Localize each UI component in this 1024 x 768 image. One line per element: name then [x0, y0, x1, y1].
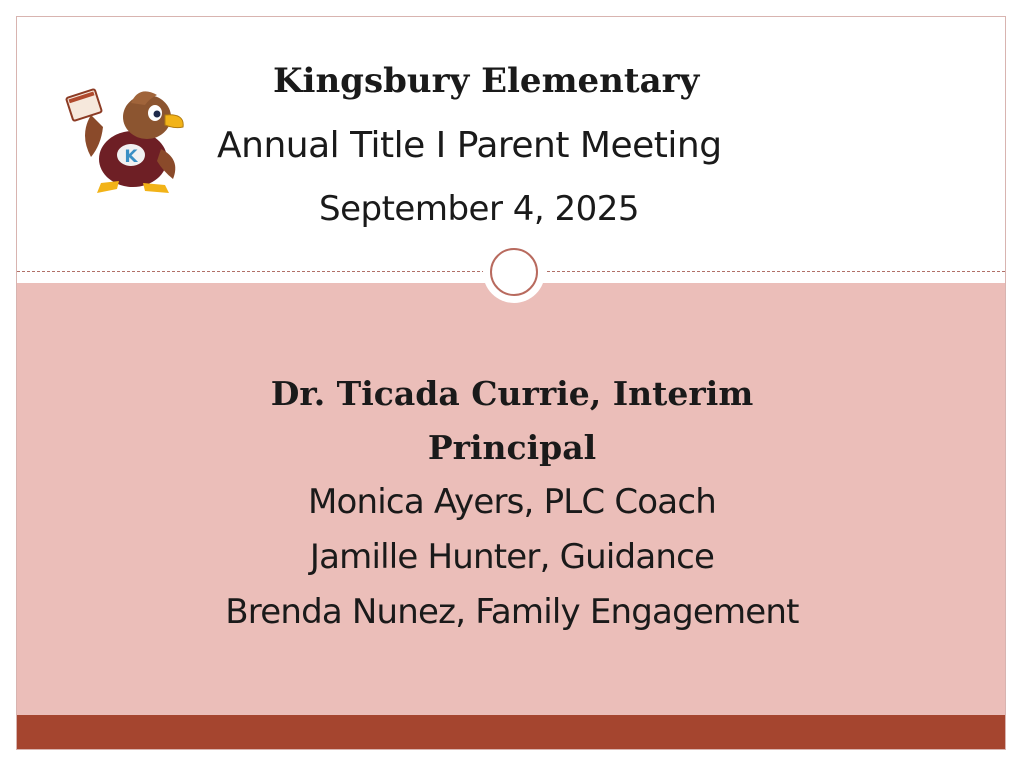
- principal-line-1: Dr. Ticada Currie, Interim: [270, 374, 754, 413]
- meeting-title: Annual Title I Parent Meeting: [217, 125, 722, 166]
- divider-ornament: [483, 241, 545, 303]
- school-name: Kingsbury Elementary: [273, 61, 700, 101]
- footer-bar: [17, 715, 1005, 750]
- staff-guidance: Jamille Hunter, Guidance: [309, 537, 715, 577]
- mascot-badge-letter: K: [124, 147, 138, 167]
- divider-ring: [490, 248, 538, 296]
- staff-coach: Monica Ayers, PLC Coach: [308, 482, 716, 522]
- staff-list: [17, 367, 1006, 640]
- principal-line-2: Principal: [427, 428, 597, 467]
- eagle-mascot-icon: [61, 75, 191, 205]
- meeting-date: September 4, 2025: [319, 189, 640, 229]
- slide: [16, 16, 1006, 750]
- staff-engagement: Brenda Nunez, Family Engagement: [225, 592, 799, 632]
